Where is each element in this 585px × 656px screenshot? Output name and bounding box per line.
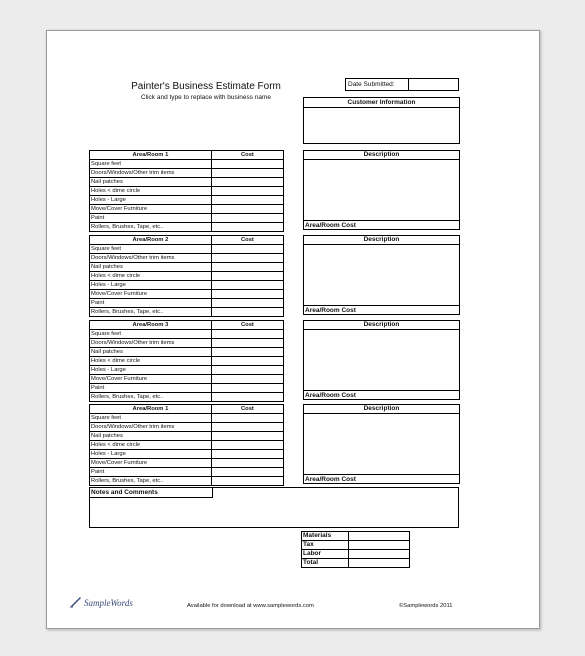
table-row [90, 339, 284, 348]
table-row [90, 348, 284, 357]
cost-cell[interactable] [211, 272, 283, 281]
table-row [90, 450, 284, 459]
item-label: Holes < dime circle [90, 272, 212, 281]
cost-cell[interactable] [211, 205, 283, 214]
cost-header: Cost [211, 321, 283, 330]
description-box [303, 320, 460, 400]
item-label: Doors/Windows/Other trim items [90, 254, 212, 263]
item-label: Rollers, Brushes, Tape, etc.. [90, 308, 212, 317]
total-label: Total [302, 559, 349, 568]
notes-box [89, 487, 459, 528]
item-label: Rollers, Brushes, Tape, etc.. [90, 223, 212, 232]
cost-header: Cost [211, 236, 283, 245]
table-row [90, 308, 284, 317]
cost-cell[interactable] [211, 414, 283, 423]
table-row [90, 205, 284, 214]
description-header: Description [304, 321, 459, 330]
date-submitted-box [345, 78, 459, 91]
cost-cell[interactable] [211, 393, 283, 402]
area-room-cost-label: Area/Room Cost [304, 220, 459, 230]
item-label: Nail patches [90, 348, 212, 357]
item-label: Holes - Large [90, 450, 212, 459]
item-label: Paint [90, 384, 212, 393]
area-room-cost-label: Area/Room Cost [304, 474, 459, 484]
table-row [90, 330, 284, 339]
item-label: Paint [90, 214, 212, 223]
table-row [302, 559, 410, 568]
item-label: Holes < dime circle [90, 441, 212, 450]
table-row [90, 423, 284, 432]
cost-cell[interactable] [211, 423, 283, 432]
table-row [302, 541, 410, 550]
area-room-cost-label: Area/Room Cost [304, 390, 459, 400]
notes-header: Notes and Comments [90, 488, 213, 498]
area-room-table [89, 404, 284, 486]
cost-cell[interactable] [211, 263, 283, 272]
cost-cell[interactable] [211, 348, 283, 357]
area-room-table [89, 150, 284, 232]
item-label: Nail patches [90, 263, 212, 272]
description-box [303, 150, 460, 230]
cost-cell[interactable] [211, 450, 283, 459]
total-value-cell[interactable] [349, 550, 410, 559]
table-row [90, 357, 284, 366]
cost-header: Cost [211, 405, 283, 414]
item-label: Paint [90, 468, 212, 477]
cost-cell[interactable] [211, 290, 283, 299]
table-row [90, 477, 284, 486]
area-room-header: Area/Room 1 [90, 151, 212, 160]
table-row [90, 214, 284, 223]
table-row [90, 414, 284, 423]
table-row [302, 550, 410, 559]
area-room-header: Area/Room 2 [90, 236, 212, 245]
cost-cell[interactable] [211, 254, 283, 263]
description-field[interactable] [304, 414, 459, 474]
cost-cell[interactable] [211, 441, 283, 450]
quill-icon [69, 594, 83, 608]
business-name-placeholder[interactable]: Click and type to replace with business name [140, 94, 272, 101]
item-label: Holes < dime circle [90, 357, 212, 366]
description-field[interactable] [304, 330, 459, 390]
form-title: Painter's Business Estimate Form [131, 81, 281, 92]
item-label: Move/Cover Furniture [90, 375, 212, 384]
item-label: Holes - Large [90, 281, 212, 290]
table-row [90, 393, 284, 402]
table-row [90, 366, 284, 375]
table-row [90, 223, 284, 232]
date-submitted-label: Date Submitted: [346, 79, 409, 90]
item-label: Rollers, Brushes, Tape, etc.. [90, 477, 212, 486]
table-row [90, 281, 284, 290]
total-value-cell[interactable] [349, 532, 410, 541]
cost-cell[interactable] [211, 375, 283, 384]
customer-information-box [303, 97, 460, 144]
cost-cell[interactable] [211, 339, 283, 348]
description-box [303, 404, 460, 484]
description-field[interactable] [304, 160, 459, 220]
area-room-table [89, 235, 284, 317]
cost-cell[interactable] [211, 245, 283, 254]
description-header: Description [304, 405, 459, 414]
total-label: Tax [302, 541, 349, 550]
table-row [90, 432, 284, 441]
area-room-table [89, 320, 284, 402]
item-label: Move/Cover Furniture [90, 459, 212, 468]
cost-cell[interactable] [211, 468, 283, 477]
copyright-note: ©Samplewords 2011 [399, 603, 453, 609]
description-field[interactable] [304, 245, 459, 305]
cost-cell[interactable] [211, 432, 283, 441]
item-label: Nail patches [90, 432, 212, 441]
cost-cell[interactable] [211, 160, 283, 169]
item-label: Paint [90, 299, 212, 308]
cost-cell[interactable] [211, 299, 283, 308]
table-row [90, 196, 284, 205]
table-row [90, 441, 284, 450]
cost-cell[interactable] [211, 366, 283, 375]
table-row [90, 187, 284, 196]
area-room-header: Area/Room 3 [90, 321, 212, 330]
description-header: Description [304, 236, 459, 245]
cost-header: Cost [211, 151, 283, 160]
item-label: Holes - Large [90, 366, 212, 375]
total-value-cell[interactable] [349, 541, 410, 550]
item-label: Holes - Large [90, 196, 212, 205]
table-row [90, 299, 284, 308]
table-row [90, 272, 284, 281]
item-label: Square feet [90, 330, 212, 339]
samplewords-logo [69, 594, 133, 608]
table-row [90, 459, 284, 468]
item-label: Square feet [90, 245, 212, 254]
area-room-header: Area/Room 1 [90, 405, 212, 414]
table-row [302, 532, 410, 541]
item-label: Square feet [90, 160, 212, 169]
item-label: Doors/Windows/Other trim items [90, 169, 212, 178]
item-label: Doors/Windows/Other trim items [90, 423, 212, 432]
table-row [90, 169, 284, 178]
availability-note: Available for download at www.samplewords.com [187, 603, 314, 609]
description-box [303, 235, 460, 315]
cost-cell[interactable] [211, 330, 283, 339]
cost-cell[interactable] [211, 187, 283, 196]
form-page [46, 30, 540, 629]
table-row [90, 245, 284, 254]
cost-cell[interactable] [211, 357, 283, 366]
table-row [90, 468, 284, 477]
item-label: Nail patches [90, 178, 212, 187]
cost-cell[interactable] [211, 169, 283, 178]
description-header: Description [304, 151, 459, 160]
table-row [90, 254, 284, 263]
item-label: Doors/Windows/Other trim items [90, 339, 212, 348]
cost-cell[interactable] [211, 308, 283, 317]
item-label: Rollers, Brushes, Tape, etc.. [90, 393, 212, 402]
cost-cell[interactable] [211, 223, 283, 232]
item-label: Holes < dime circle [90, 187, 212, 196]
table-row [90, 263, 284, 272]
totals-table [301, 531, 410, 568]
date-submitted-field[interactable] [409, 79, 458, 90]
item-label: Square feet [90, 414, 212, 423]
customer-information-header: Customer Information [304, 98, 459, 108]
table-row [90, 290, 284, 299]
item-label: Move/Cover Furniture [90, 205, 212, 214]
total-label: Labor [302, 550, 349, 559]
table-row [90, 375, 284, 384]
customer-information-field[interactable] [304, 108, 459, 143]
table-row [90, 384, 284, 393]
cost-cell[interactable] [211, 384, 283, 393]
cost-cell[interactable] [211, 196, 283, 205]
item-label: Move/Cover Furniture [90, 290, 212, 299]
cost-cell[interactable] [211, 178, 283, 187]
cost-cell[interactable] [211, 459, 283, 468]
notes-field[interactable] [90, 498, 458, 527]
table-row [90, 178, 284, 187]
total-label: Materials [302, 532, 349, 541]
cost-cell[interactable] [211, 281, 283, 290]
area-room-cost-label: Area/Room Cost [304, 305, 459, 315]
cost-cell[interactable] [211, 214, 283, 223]
total-value-cell[interactable] [349, 559, 410, 568]
cost-cell[interactable] [211, 477, 283, 486]
logo-text: SampleWords [84, 598, 133, 608]
table-row [90, 160, 284, 169]
